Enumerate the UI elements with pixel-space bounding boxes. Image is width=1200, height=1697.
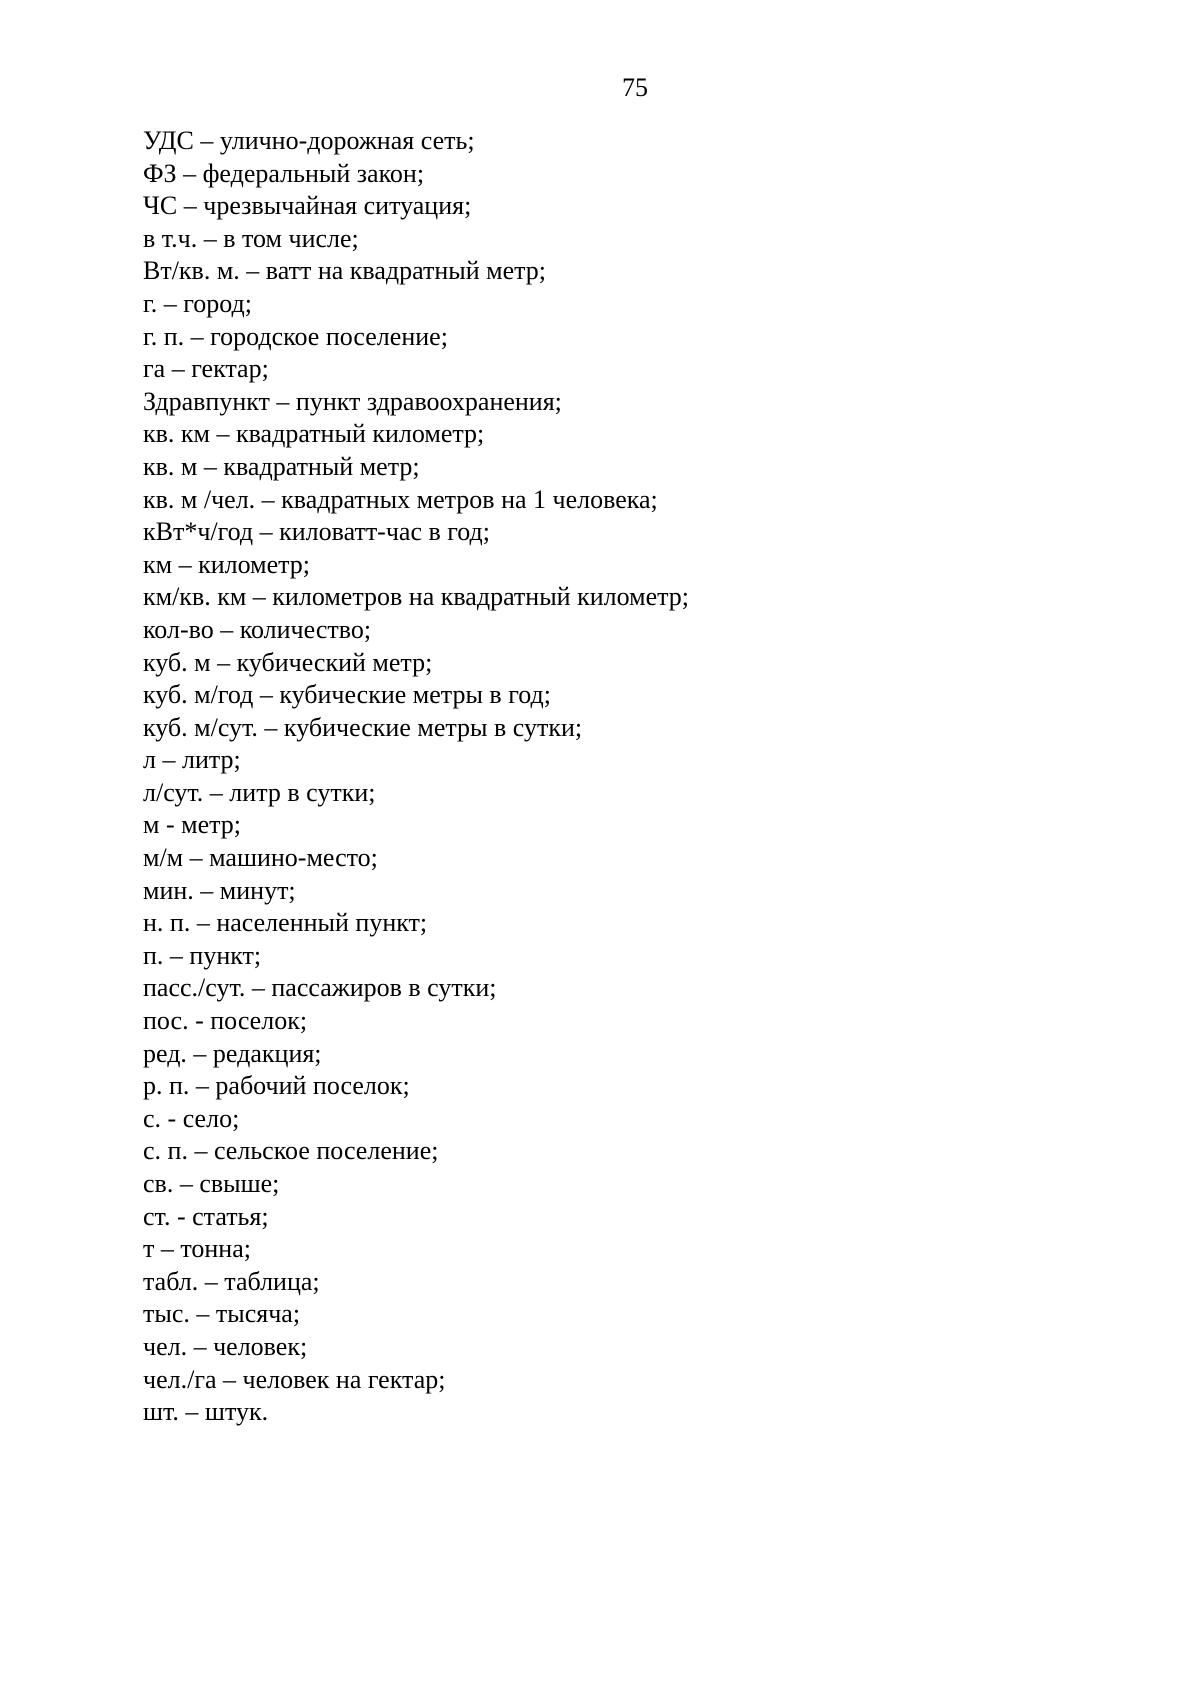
abbreviation-item: кв. м /чел. – квадратных метров на 1 человека; <box>143 484 658 514</box>
page-number: 75 <box>622 73 648 102</box>
abbreviation-item: л – литр; <box>143 745 241 775</box>
abbreviation-item: кв. м – квадратный метр; <box>143 451 420 481</box>
abbreviation-item: куб. м – кубический метр; <box>143 647 433 677</box>
abbreviation-item: км – километр; <box>143 549 311 579</box>
abbreviation-item: ст. - статья; <box>143 1201 269 1231</box>
abbreviation-item: с. п. – сельское поселение; <box>143 1136 439 1166</box>
abbreviation-item: табл. – таблица; <box>143 1266 320 1296</box>
abbreviation-list <box>143 125 689 1429</box>
abbreviation-item: Здравпункт – пункт здравоохранения; <box>143 386 562 416</box>
abbreviation-item: га – гектар; <box>143 354 269 384</box>
abbreviation-item: УДС – улично-дорожная сеть; <box>143 126 475 155</box>
abbreviation-item: пос. - поселок; <box>143 1006 308 1036</box>
abbreviation-item: с. - село; <box>143 1103 240 1133</box>
abbreviation-item: куб. м/сут. – кубические метры в сутки; <box>143 712 583 742</box>
abbreviation-item: в т.ч. – в том числе; <box>143 223 359 253</box>
abbreviation-item: р. п. – рабочий поселок; <box>143 1071 410 1101</box>
abbreviation-item: п. – пункт; <box>143 940 262 970</box>
abbreviation-item: ФЗ – федеральный закон; <box>143 158 425 188</box>
abbreviation-item: н. п. – населенный пункт; <box>143 908 428 938</box>
abbreviation-item: пасс./сут. – пассажиров в сутки; <box>143 973 497 1003</box>
abbreviation-item: м - метр; <box>143 810 242 840</box>
abbreviation-item: г. – город; <box>143 288 252 318</box>
abbreviation-item: м/м – машино-место; <box>143 843 378 873</box>
abbreviation-item: куб. м/год – кубические метры в год; <box>143 680 551 710</box>
abbreviation-item: св. – свыше; <box>143 1169 280 1198</box>
abbreviation-item: кВт*ч/год – киловатт-час в год; <box>143 517 490 547</box>
abbreviation-item: Вт/кв. м. – ватт на квадратный метр; <box>143 256 547 286</box>
abbreviation-item: чел. – человек; <box>143 1331 308 1361</box>
abbreviation-item: тыс. – тысяча; <box>143 1299 301 1329</box>
abbreviation-item: л/сут. – литр в сутки; <box>143 777 376 807</box>
abbreviation-item: шт. – штук. <box>143 1397 269 1427</box>
abbreviation-item: ред. – редакция; <box>143 1038 322 1068</box>
abbreviation-item: км/кв. км – километров на квадратный километр; <box>143 582 690 612</box>
abbreviation-item: кол-во – количество; <box>143 614 372 644</box>
abbreviation-item: мин. – минут; <box>143 875 296 905</box>
abbreviation-item: г. п. – городское поселение; <box>143 321 448 351</box>
abbreviation-item: кв. км – квадратный километр; <box>143 419 485 449</box>
abbreviation-item: т – тонна; <box>143 1234 251 1264</box>
abbreviation-item: чел./га – человек на гектар; <box>143 1364 446 1394</box>
abbreviation-item: ЧС – чрезвычайная ситуация; <box>143 191 472 221</box>
